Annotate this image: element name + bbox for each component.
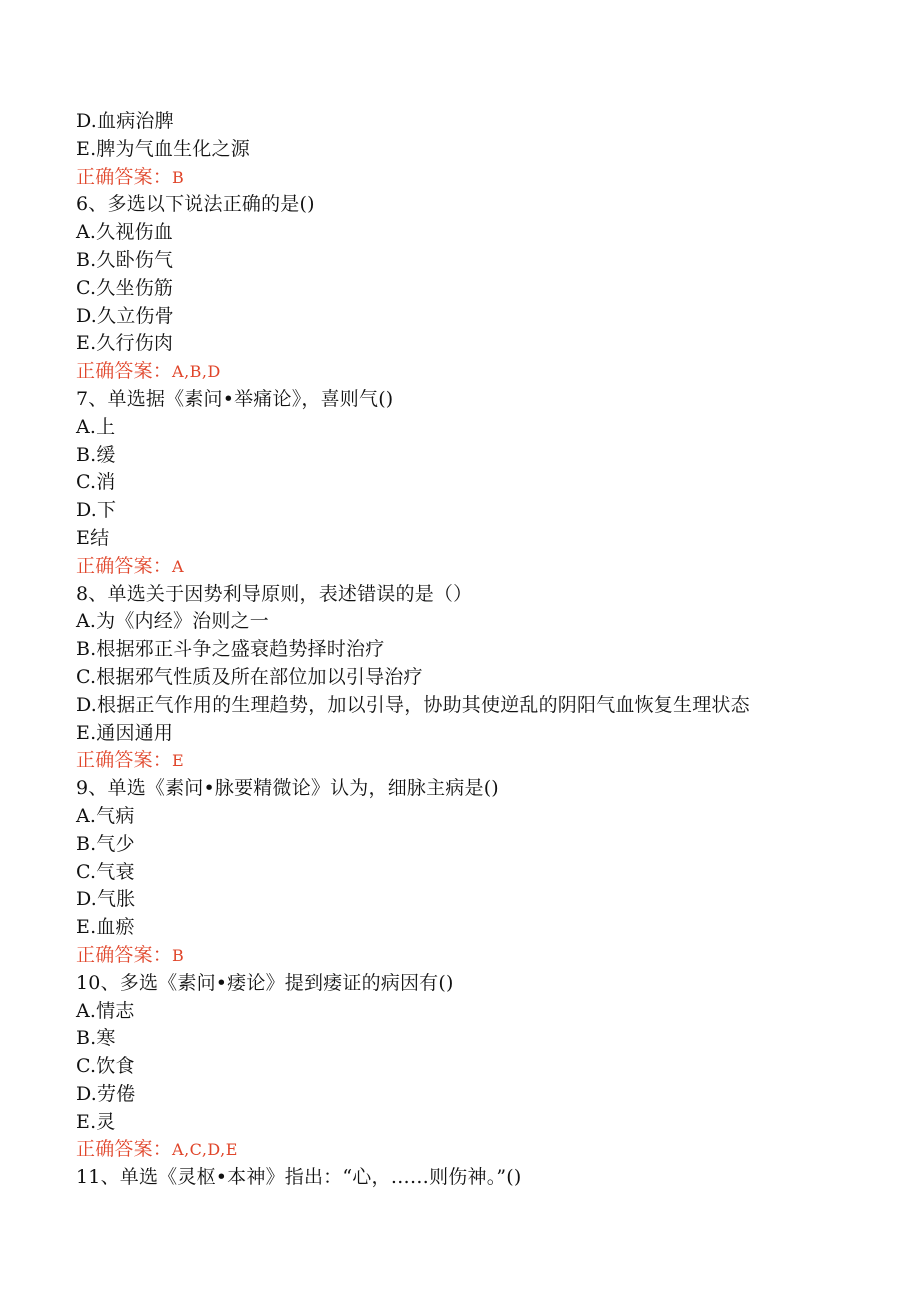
question-text: 8、单选关于因势利导原则，表述错误的是（） [76,582,473,605]
option-text: E.久行伤肉 [76,332,174,355]
option-text: E.灵 [76,1110,116,1133]
option-text: D.根据正气作用的生理趋势，加以引导，协助其使逆乱的阴阳气血恢复生理状态 [76,693,750,716]
option-text: D.下 [76,499,117,522]
option-text: D.劳倦 [76,1082,136,1105]
option-text: B.根据邪正斗争之盛衰趋势择时治疗 [76,638,385,661]
option-text: B.寒 [76,1027,116,1050]
option-text: D.气胀 [76,888,136,911]
option-text: D.血病治脾 [76,110,174,132]
answer-label: 正确答案： [76,943,173,966]
answer-value: B [172,945,185,965]
option-text: C.根据邪气性质及所在部位加以引导治疗 [76,665,423,688]
question-text: 10、多选《素问•痿论》提到痿证的病因有() [76,971,454,994]
answer-line [76,1136,876,1164]
option-text: A.上 [76,415,116,438]
option-text: D.久立伤骨 [76,304,174,327]
option-text: A.为《内经》治则之一 [76,610,269,633]
answer-label: 正确答案： [76,165,173,188]
option-text: E结 [76,526,110,549]
answer-line [76,358,876,386]
option-text: E.脾为气血生化之源 [76,137,250,160]
option-text: B.久卧伤气 [76,248,174,271]
option-text: C.饮食 [76,1055,135,1078]
option-text: A.久视伤血 [76,221,173,244]
answer-line [76,553,876,581]
option-text: E.通因通用 [76,721,174,744]
option-text: B.气少 [76,832,135,855]
answer-value: A,C,D,E [172,1140,238,1160]
option-text: C.久坐伤筋 [76,276,174,299]
option-text: E.血瘀 [76,916,135,939]
answer-line [76,942,876,970]
option-text: C.消 [76,471,116,494]
question-text: 9、单选《素问•脉要精微论》认为，细脉主病是() [76,777,499,800]
document-page [76,108,876,1192]
answer-line [76,747,876,775]
answer-value: B [172,167,185,187]
answer-label: 正确答案： [76,360,173,383]
question-text: 7、单选据《素问•举痛论》，喜则气() [76,387,394,410]
option-text: C.气衰 [76,860,135,883]
answer-value: A,B,D [172,362,221,382]
answer-value: E [172,751,185,771]
answer-value: A [172,556,185,576]
answer-label: 正确答案： [76,1138,173,1161]
question-text: 6、多选以下说法正确的是() [76,193,315,216]
answer-label: 正确答案： [76,749,173,772]
question-text: 11、单选《灵枢•本神》指出：“心，……则伤神。”() [76,1166,522,1189]
answer-label: 正确答案： [76,554,173,577]
option-text: B.缓 [76,443,116,466]
option-text: A.气病 [76,804,135,827]
option-text: A.情志 [76,999,135,1022]
answer-line [76,164,876,192]
